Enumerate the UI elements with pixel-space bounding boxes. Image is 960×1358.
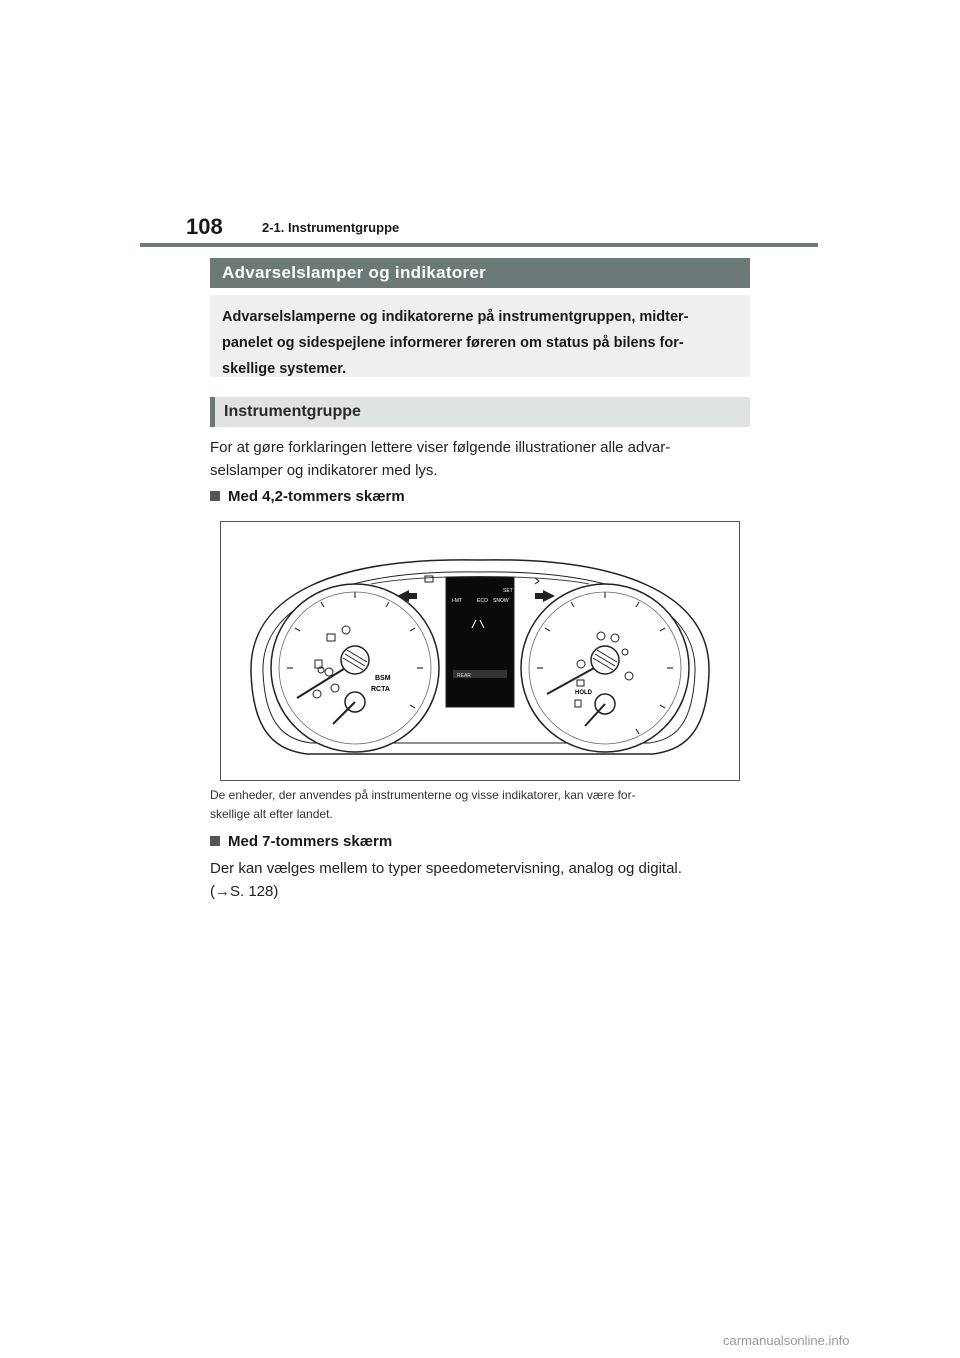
intro-box: [210, 295, 750, 377]
caption-line: skellige alt efter landet.: [210, 807, 333, 821]
intro-line: Advarselslamperne og indikatorerne på instrumentgruppen, midter-: [222, 309, 689, 325]
set-label: SET: [503, 588, 513, 594]
bullet-7-screen: [210, 833, 392, 850]
body-line: For at gøre forklaringen lettere viser følgende illustrationer alle advar-: [210, 439, 671, 456]
watermark: carmanualsonline.info: [723, 1333, 850, 1348]
intro-line: skellige systemer.: [222, 361, 347, 377]
hold-label: HOLD: [575, 690, 592, 696]
page-reference-link[interactable]: (→S. 128): [210, 883, 279, 900]
seven-inch-line: Der kan vælges mellem to typer speedometervisning, analog og digital.: [210, 860, 682, 877]
bullet-42-screen: [210, 488, 405, 505]
instrument-cluster-illustration: [221, 522, 739, 780]
bullet-label: Med 7-tommers skærm: [228, 833, 393, 850]
subsection-title: Instrumentgruppe: [210, 397, 750, 427]
bullet-label: Med 4,2-tommers skærm: [228, 488, 405, 505]
rear-label: REAR: [457, 673, 471, 679]
cluster-figure: [220, 521, 740, 781]
running-header: 2-1. Instrumentgruppe: [262, 220, 400, 235]
rcta-label: RCTA: [371, 686, 390, 693]
section-title: Advarselslamper og indikatorer: [210, 258, 750, 288]
imt-label: i-MT: [452, 598, 462, 604]
bullet-square-icon: [210, 836, 220, 846]
bsm-label: BSM: [375, 675, 391, 682]
snow-label: SNOW: [493, 598, 509, 604]
page-number: 108: [186, 214, 223, 239]
header-rule: [140, 243, 818, 247]
eco-label: ECO: [477, 598, 488, 604]
figure-caption: [210, 786, 750, 824]
body-line: selslamper og indikatorer med lys.: [210, 462, 438, 479]
intro-line: panelet og sidespejlene informerer føreren om status på bilens for-: [222, 335, 684, 351]
caption-line: De enheder, der anvendes på instrumenterne og visse indikatorer, kan være for-: [210, 788, 636, 802]
bullet-square-icon: [210, 491, 220, 501]
